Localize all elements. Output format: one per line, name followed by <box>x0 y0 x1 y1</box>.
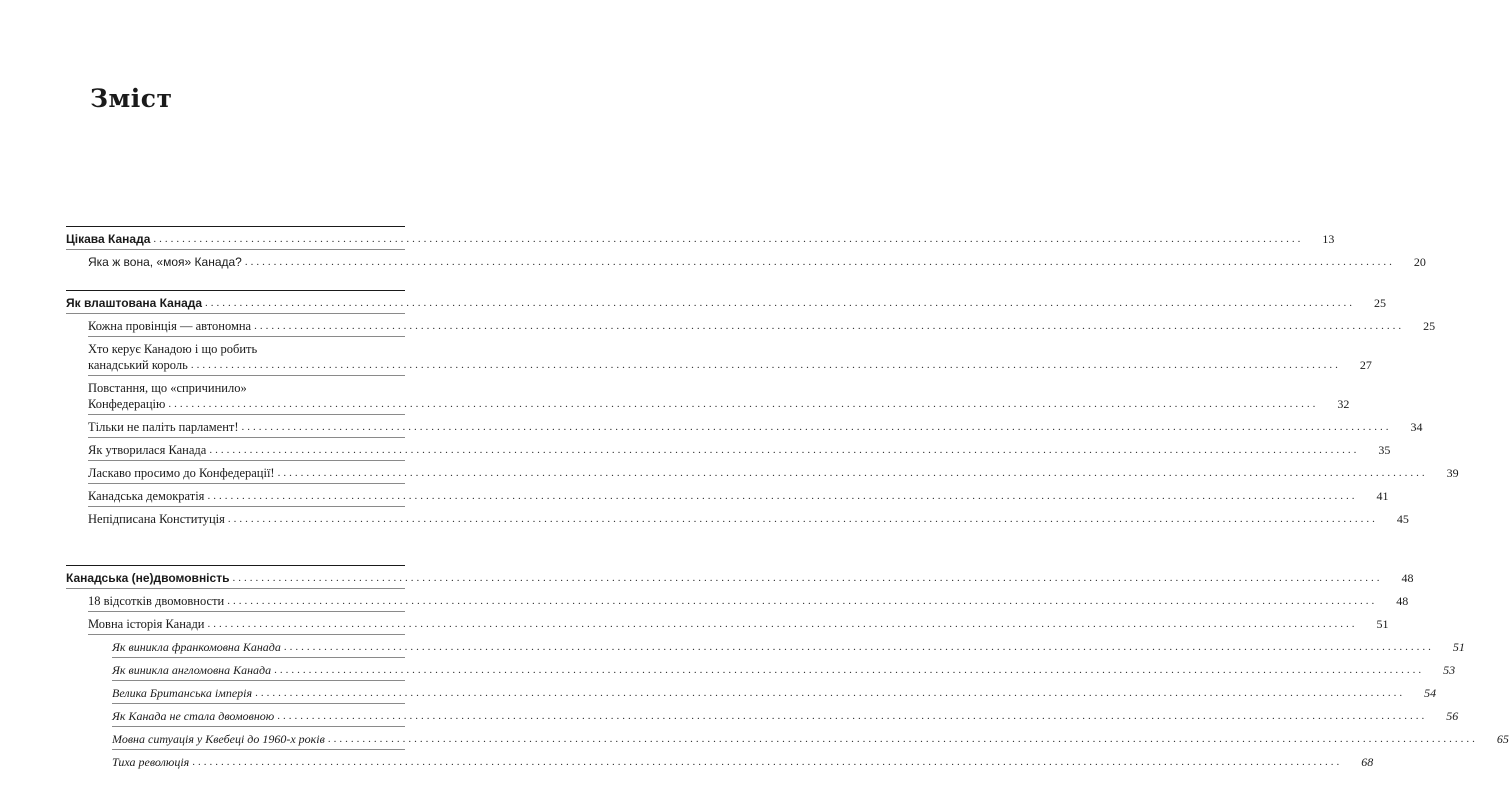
toc-entry-subsection[interactable] <box>88 314 1436 337</box>
toc-entry-subsection[interactable] <box>88 250 1426 272</box>
toc-entry-title: Як виникла франкомовна Канада <box>112 640 281 654</box>
dot-leader: ........................................................................................................................................................................................................ <box>227 595 1378 607</box>
toc-entry-title: Цікава Канада <box>66 232 151 246</box>
dot-leader: ........................................................................................................................................................................................................ <box>241 421 1392 433</box>
page-number: 48 <box>1396 594 1409 608</box>
toc-entry-title: Канадська демократія <box>88 489 205 503</box>
toc-entry-subsection[interactable] <box>88 415 1423 438</box>
toc-entry-subsubsection[interactable] <box>112 658 1456 681</box>
toc-entry-subsection[interactable] <box>88 507 1409 529</box>
dot-leader: ........................................................................................................................................................................................................ <box>190 359 1341 371</box>
toc-entry-title-line-2: канадський король <box>88 358 188 372</box>
toc-entry-title-line-1: Хто керує Канадою і що робить <box>88 342 258 356</box>
page-number: 53 <box>1443 663 1456 677</box>
toc-entry-title: Як утворилася Канада <box>88 443 207 457</box>
dot-leader: ........................................................................................................................................................................................................ <box>244 256 1395 268</box>
toc-entry-title-line-2: Конфедерацію <box>88 397 166 411</box>
dot-leader: ........................................................................................................................................................................................................ <box>192 756 1343 768</box>
toc-entry-chapter[interactable] <box>66 566 1414 589</box>
dot-leader: ........................................................................................................................................................................................................ <box>277 710 1428 722</box>
toc-entry-subsection[interactable] <box>88 484 1389 507</box>
dot-leader: ........................................................................................................................................................................................................ <box>209 444 1360 456</box>
dot-leader: ........................................................................................................................................................................................................ <box>153 233 1304 245</box>
toc-entry-subsubsection[interactable] <box>112 750 1374 772</box>
dot-leader: ........................................................................................................................................................................................................ <box>207 618 1358 630</box>
toc-entry-chapter[interactable] <box>66 227 1335 250</box>
toc-entry-title: Мовна ситуація у Квебеці до 1960-х років <box>112 732 325 746</box>
toc-entry-title: Велика Британська імперія <box>112 686 253 700</box>
toc-entry-title: Канадська (не)двомовність <box>66 571 230 585</box>
page-number: 54 <box>1424 686 1437 700</box>
toc-entry-title: Як влаштована Канада <box>66 296 203 310</box>
toc-entry-subsection[interactable] <box>88 438 1391 461</box>
dot-leader: ........................................................................................................................................................................................................ <box>232 572 1383 584</box>
page-number: 35 <box>1378 443 1391 457</box>
toc-entry-subsubsection[interactable] <box>112 727 1509 750</box>
dot-leader: ........................................................................................................................................................................................................ <box>168 398 1319 410</box>
toc-section-1 <box>66 226 1426 272</box>
page-number: 27 <box>1359 358 1372 372</box>
toc-entry-subsubsection[interactable] <box>112 681 1437 704</box>
toc-entry-title: Ласкаво просимо до Конфедерації! <box>88 466 275 480</box>
page-number: 32 <box>1337 397 1350 411</box>
toc-entry-subsection[interactable] <box>88 612 1389 635</box>
page-number: 48 <box>1401 571 1414 585</box>
page-number: 20 <box>1413 255 1426 269</box>
toc-entry-title: Тиха революція <box>112 755 190 769</box>
page-number: 34 <box>1410 420 1423 434</box>
page-number: 41 <box>1376 489 1389 503</box>
page-number: 25 <box>1374 296 1387 310</box>
dot-leader: ........................................................................................................................................................................................................ <box>205 297 1356 309</box>
toc-entry-subsubsection[interactable] <box>112 635 1465 658</box>
toc-section-2 <box>66 290 1459 529</box>
dot-leader: ........................................................................................................................................................................................................ <box>283 641 1434 653</box>
dot-leader: ........................................................................................................................................................................................................ <box>327 733 1478 745</box>
dot-leader: ........................................................................................................................................................................................................ <box>207 490 1358 502</box>
toc-entry-chapter[interactable] <box>66 291 1387 314</box>
page-number: 25 <box>1423 319 1436 333</box>
toc-entry-title: Кожна провінція — автономна <box>88 319 252 333</box>
toc-entry-subsection[interactable] <box>88 461 1459 484</box>
toc-entry-title: Непідписана Конституція <box>88 512 225 526</box>
page-number: 51 <box>1376 617 1389 631</box>
toc-entry-title: Як виникла англомовна Канада <box>112 663 272 677</box>
page-number: 45 <box>1396 512 1409 526</box>
dot-leader: ........................................................................................................................................................................................................ <box>227 513 1378 525</box>
dot-leader: ........................................................................................................................................................................................................ <box>254 320 1405 332</box>
toc-entry-subsubsection[interactable] <box>112 704 1459 727</box>
toc-entry-title: Мовна історія Канади <box>88 617 205 631</box>
toc-entry-title: Яка ж вона, «моя» Канада? <box>88 255 242 269</box>
dot-leader: ........................................................................................................................................................................................................ <box>255 687 1406 699</box>
toc-entry-subsection[interactable] <box>88 589 1409 612</box>
toc-section-3 <box>66 565 1509 772</box>
page-number: 68 <box>1361 755 1374 769</box>
toc-entry-subsection[interactable] <box>88 337 1372 376</box>
page-number: 39 <box>1446 466 1459 480</box>
dot-leader: ........................................................................................................................................................................................................ <box>274 664 1425 676</box>
dot-leader: ........................................................................................................................................................................................................ <box>277 467 1428 479</box>
page-number: 51 <box>1452 640 1465 654</box>
page-number: 13 <box>1322 232 1335 246</box>
page-number: 65 <box>1496 732 1509 746</box>
toc-entry-title: Тільки не паліть парламент! <box>88 420 239 434</box>
page-title: Зміст <box>90 84 173 113</box>
table-of-contents <box>66 226 1509 772</box>
toc-entry-title: Як Канада не стала двомовною <box>112 709 275 723</box>
toc-entry-subsection[interactable] <box>88 376 1350 415</box>
toc-entry-title-line-1: Повстання, що «спричинило» <box>88 381 247 395</box>
toc-entry-title: 18 відсотків двомовности <box>88 594 225 608</box>
page-number: 56 <box>1446 709 1459 723</box>
